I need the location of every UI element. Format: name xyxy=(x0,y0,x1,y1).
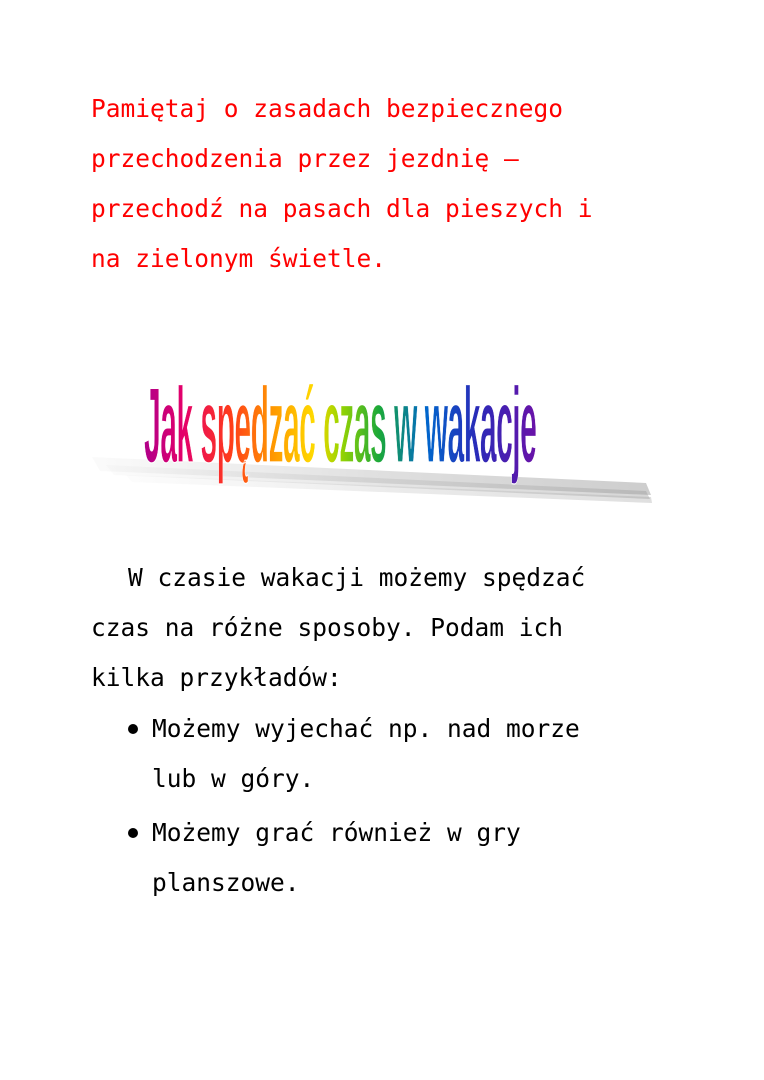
list-item xyxy=(128,704,708,804)
intro-line: W czasie wakacji możemy spędzać xyxy=(128,563,586,592)
examples-list xyxy=(128,704,708,912)
list-item-line: planszowe. xyxy=(152,868,300,897)
list-item-line: Możemy grać również w gry xyxy=(152,818,521,847)
intro-line: czas na różne sposoby. Podam ich xyxy=(91,613,564,642)
list-item-line: lub w góry. xyxy=(152,764,315,793)
intro-line: kilka przykładów: xyxy=(91,663,342,692)
safety-reminder-paragraph xyxy=(91,84,711,284)
wordart-title-text: Jak spędzać czas w wakacje xyxy=(144,365,537,486)
safety-reminder-line: Pamiętaj o zasadach bezpiecznego xyxy=(91,94,564,123)
list-item-line: Możemy wyjechać np. nad morze xyxy=(152,714,580,743)
safety-reminder-line: przechodzenia przez jezdnię – xyxy=(91,144,519,173)
bullet-icon xyxy=(128,724,138,734)
safety-reminder-line: na zielonym świetle. xyxy=(91,244,387,273)
bullet-icon xyxy=(128,828,138,838)
wordart-title xyxy=(86,325,696,520)
list-item xyxy=(128,808,708,908)
safety-reminder-line: przechodź na pasach dla pieszych i xyxy=(91,194,593,223)
wordart-title-graphic xyxy=(86,325,696,520)
intro-paragraph xyxy=(91,553,711,703)
